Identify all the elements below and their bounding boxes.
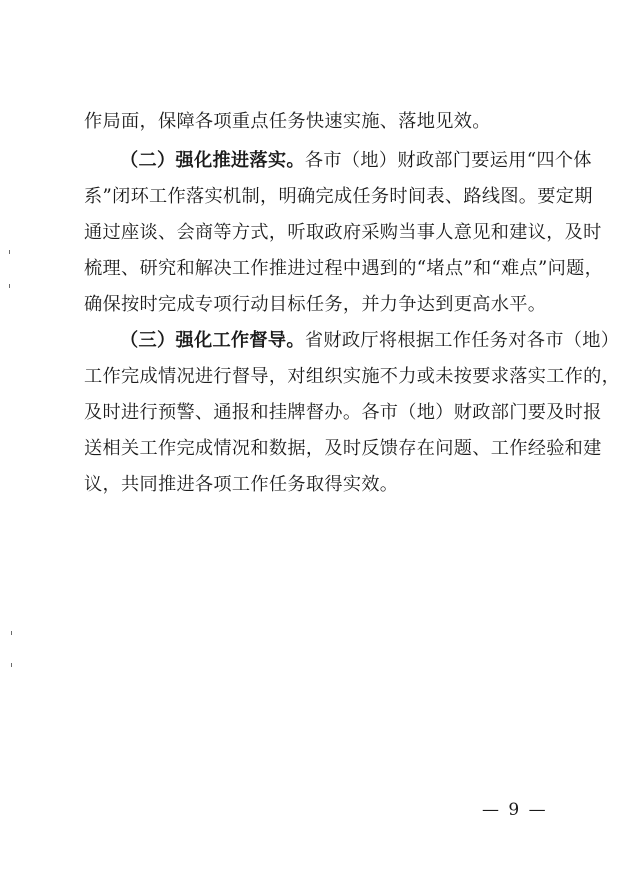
section-two-line: 通过座谈、会商等方式，听取政府采购当事人意见和建议，及时 xyxy=(84,222,602,243)
section-three-heading: （三）强化工作督导。 xyxy=(120,330,305,351)
page-number: — 9 — xyxy=(482,800,548,820)
continuation-line: 作局面，保障各项重点任务快速实施、落地见效。 xyxy=(84,111,491,132)
section-three-first-line-text: 省财政厅将根据工作任务对各市（地） xyxy=(304,330,620,351)
section-three-line: 工作完成情况进行督导，对组织实施不力或未按要求落实工作的， xyxy=(84,366,621,387)
section-two-line: 梳理、研究和解决工作推进过程中遇到的“堵点”和“难点”问题， xyxy=(84,258,604,279)
section-three-line: 送相关工作完成情况和数据，及时反馈存在问题、工作经验和建 xyxy=(84,438,602,459)
section-two-heading: （二）强化推进落实。 xyxy=(120,150,305,171)
section-two-first-line-text: 各市（地）财政部门要运用“四个体 xyxy=(304,150,592,171)
binding-mark xyxy=(9,284,10,288)
binding-mark xyxy=(11,663,12,667)
section-three-line: 及时进行预警、通报和挂牌督办。各市（地）财政部门要及时报 xyxy=(84,402,602,423)
section-two-line: 确保按时完成专项行动目标任务，并力争达到更高水平。 xyxy=(84,294,547,315)
section-two-line: 系”闭环工作落实机制，明确完成任务时间表、路线图。要定期 xyxy=(84,186,593,207)
section-three-first-line xyxy=(120,328,620,354)
binding-mark xyxy=(9,250,10,254)
binding-mark xyxy=(11,631,12,635)
section-three-line: 议，共同推进各项工作任务取得实效。 xyxy=(84,474,399,495)
section-two-first-line xyxy=(120,148,592,174)
